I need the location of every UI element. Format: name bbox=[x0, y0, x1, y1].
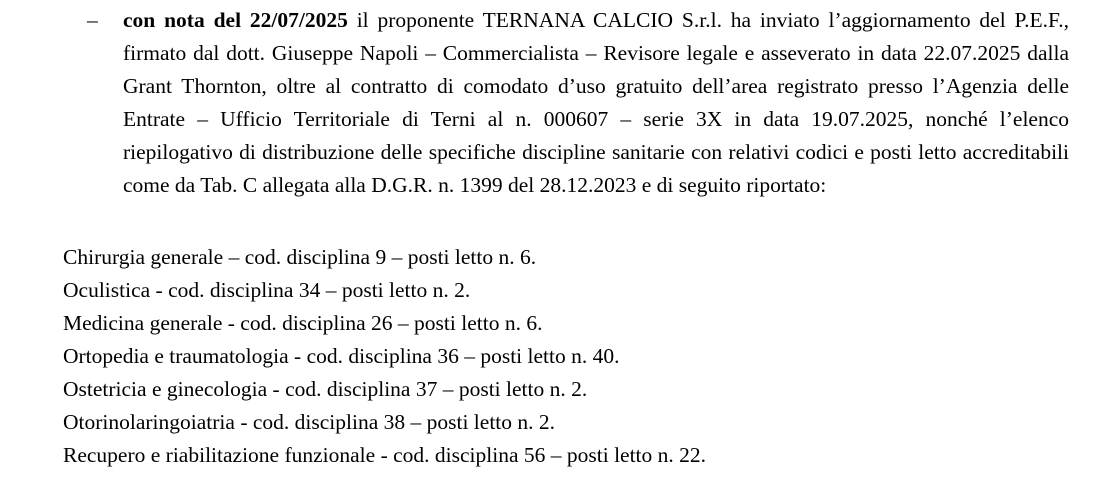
list-item: Otorinolaringoiatria - cod. disciplina 38 – posti letto n. 2. bbox=[63, 410, 556, 434]
list-item: Medicina generale - cod. disciplina 26 – posti letto n. 6. bbox=[63, 311, 543, 335]
list-item: Ostetricia e ginecologia - cod. disciplina 37 – posti letto n. 2. bbox=[63, 377, 588, 401]
bullet-dash: – bbox=[87, 8, 98, 32]
list-item: Ortopedia e traumatologia - cod. disciplina 36 – posti letto n. 40. bbox=[63, 344, 620, 368]
disciplines-list bbox=[63, 241, 706, 472]
paragraph-body-text: il proponente TERNANA CALCIO S.r.l. ha inviato l’aggiornamento del P.E.F., firmato dal dott. Giuseppe Napoli – Commercialista – Revisore legale e asseverato in data 22.07.2025 dalla Grant Thornton, oltre al contratto di comodato d’uso gratuito dell’area registrato presso l’Agenzia delle Entrate – Ufficio Territoriale di Terni al n. 000607 – serie 3X in data 19.07.2025, nonché l’elenco riepilogativo di distribuzione delle specifiche discipline sanitarie con relativi codici e posti letto accreditabili come da Tab. C allegata alla D.G.R. n. 1399 del 28.12.2023 e di seguito riportato: bbox=[123, 8, 1069, 197]
list-item: Chirurgia generale – cod. disciplina 9 – posti letto n. 6. bbox=[63, 245, 537, 269]
list-item: Recupero e riabilitazione funzionale - cod. disciplina 56 – posti letto n. 22. bbox=[63, 443, 707, 467]
bullet-paragraph bbox=[123, 4, 1069, 202]
list-item: Oculistica - cod. disciplina 34 – posti letto n. 2. bbox=[63, 278, 471, 302]
bold-lead-text: con nota del 22/07/2025 bbox=[123, 8, 348, 32]
